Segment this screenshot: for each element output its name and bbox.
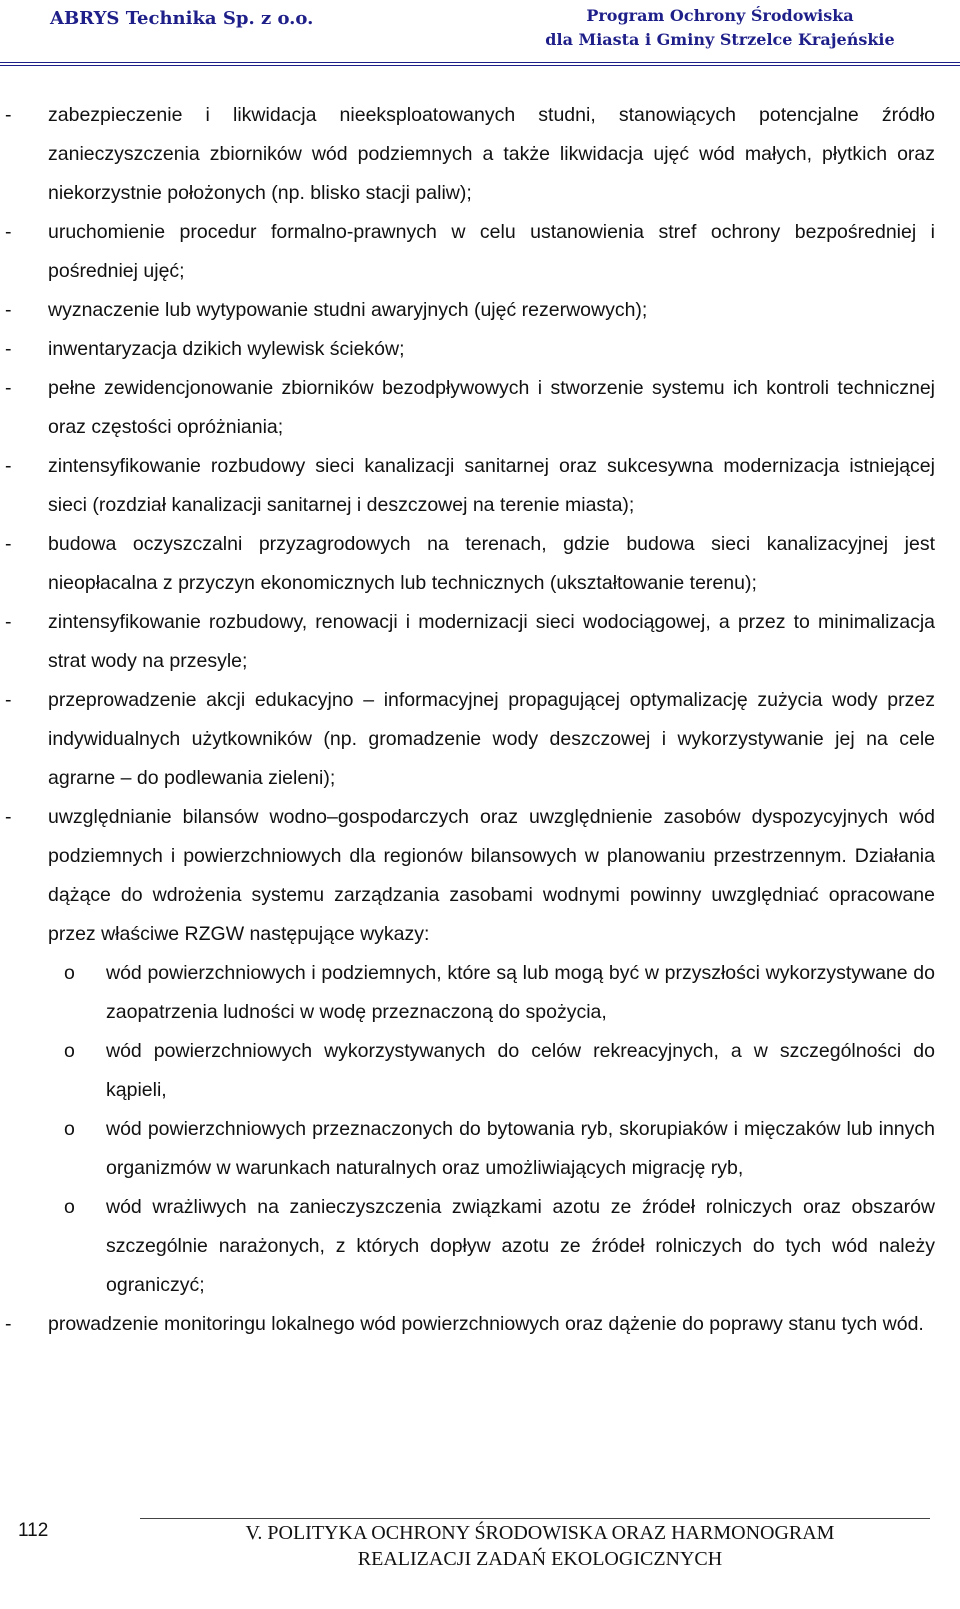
list-item [0, 603, 960, 681]
footer-rule [140, 1518, 930, 1519]
list-item [0, 525, 960, 603]
list-item [0, 369, 960, 447]
circle-bullet: o [64, 1196, 75, 1218]
program-title-line2: dla Miasta i Gminy Strzelce Krajeńskie [545, 30, 895, 49]
list-item-text: zabezpieczenie i likwidacja nieeksploatowanych studni, stanowiących potencjalne źródło zanieczyszczenia zbiorników wód podziemnych a także likwidacja ujęć wód małych, płytkich oraz niekorzystnie położonych (np. blisko stacji paliw); [48, 104, 935, 204]
sub-list-item-text: wód powierzchniowych i podziemnych, które są lub mogą być w przyszłości wykorzystywane do zaopatrzenia ludności w wodę przeznaczoną do spożycia, [106, 962, 935, 1023]
chapter-title-line1: V. POLITYKA OCHRONY ŚRODOWISKA ORAZ HARMONOGRAM [245, 1522, 835, 1544]
list-item [0, 1305, 960, 1344]
sub-list-item [0, 954, 960, 1032]
list-item [0, 330, 960, 369]
header-rule-double [0, 65, 960, 66]
sub-list-item [0, 1110, 960, 1188]
list-item-text: inwentaryzacja dzikich wylewisk ścieków; [48, 338, 405, 360]
circle-bullet: o [64, 962, 75, 984]
sub-list-item-text: wód wrażliwych na zanieczyszczenia związkami azotu ze źródeł rolniczych oraz obszarów szczególnie narażonych, z których dopływ azotu ze źródeł rolniczych do tych wód należy ograniczyć; [106, 1196, 935, 1296]
dash-marker: - [5, 455, 12, 477]
sub-list-item-text: wód powierzchniowych wykorzystywanych do celów rekreacyjnych, a w szczególności do kąpieli, [106, 1040, 935, 1101]
header-rule [0, 62, 960, 63]
dash-marker: - [5, 338, 12, 360]
company-name: ABRYS Technika Sp. z o.o. [50, 8, 314, 29]
chapter-title-line2: REALIZACJI ZADAŃ EKOLOGICZNYCH [357, 1548, 723, 1570]
list-item-text: budowa oczyszczalni przyzagrodowych na terenach, gdzie budowa sieci kanalizacyjnej jest nieopłacalna z przyczyn ekonomicznych lub technicznych (ukształtowanie terenu); [48, 533, 935, 594]
sub-list-item [0, 1032, 960, 1110]
list-item-text: uruchomienie procedur formalno-prawnych w celu ustanowienia stref ochrony bezpośredniej i pośredniej ujęć; [48, 221, 935, 282]
list-item [0, 96, 960, 213]
list-item-text: zintensyfikowanie rozbudowy, renowacji i modernizacji sieci wodociągowej, a przez to minimalizacja strat wody na przesyle; [48, 611, 935, 672]
list-item [0, 681, 960, 798]
sub-list-item-text: wód powierzchniowych przeznaczonych do bytowania ryb, skorupiaków i mięczaków lub innych organizmów w warunkach naturalnych oraz umożliwiających migrację ryb, [106, 1118, 935, 1179]
page-footer [0, 1510, 960, 1609]
page-header [0, 0, 960, 70]
list-item [0, 798, 960, 954]
dash-marker: - [5, 377, 12, 399]
dash-marker: - [5, 611, 12, 633]
program-title-line1: Program Ochrony Środowiska [586, 6, 854, 25]
dash-marker: - [5, 221, 12, 243]
list-item-text: pełne zewidencjonowanie zbiorników bezodpływowych i stworzenie systemu ich kontroli technicznej oraz częstości opróżniania; [48, 377, 935, 438]
list-item [0, 291, 960, 330]
circle-bullet: o [64, 1118, 75, 1140]
dash-marker: - [5, 806, 12, 828]
dash-marker: - [5, 299, 12, 321]
body-text [0, 96, 960, 1344]
dash-marker: - [5, 104, 12, 126]
sub-list-item [0, 1188, 960, 1305]
list-item [0, 447, 960, 525]
list-item-text: prowadzenie monitoringu lokalnego wód powierzchniowych oraz dążenie do poprawy stanu tych wód. [48, 1313, 924, 1335]
program-title [510, 4, 930, 52]
list-item-text: zintensyfikowanie rozbudowy sieci kanalizacji sanitarnej oraz sukcesywna modernizacja istniejącej sieci (rozdział kanalizacji sanitarnej i deszczowej na terenie miasta); [48, 455, 935, 516]
dash-marker: - [5, 533, 12, 555]
circle-bullet: o [64, 1040, 75, 1062]
list-item-text: przeprowadzenie akcji edukacyjno – informacyjnej propagującej optymalizację zużycia wody przez indywidualnych użytkowników (np. gromadzenie wody deszczowej i wykorzystywanie jej na cele agrarne – do podlewania zieleni); [48, 689, 935, 789]
list-item-text: uwzględnianie bilansów wodno–gospodarczych oraz uwzględnienie zasobów dyspozycyjnych wód podziemnych i powierzchniowych dla regionów bilansowych w planowaniu przestrzennym. Działania dążące do wdrożenia systemu zarządzania zasobami wodnymi powinny uwzględniać opracowane przez właściwe RZGW następujące wykazy: [48, 806, 935, 945]
chapter-title [120, 1520, 960, 1572]
page-number: 112 [18, 1520, 49, 1541]
list-item-text: wyznaczenie lub wytypowanie studni awaryjnych (ujęć rezerwowych); [48, 299, 648, 321]
list-item [0, 213, 960, 291]
dash-marker: - [5, 689, 12, 711]
dash-marker: - [5, 1313, 12, 1335]
